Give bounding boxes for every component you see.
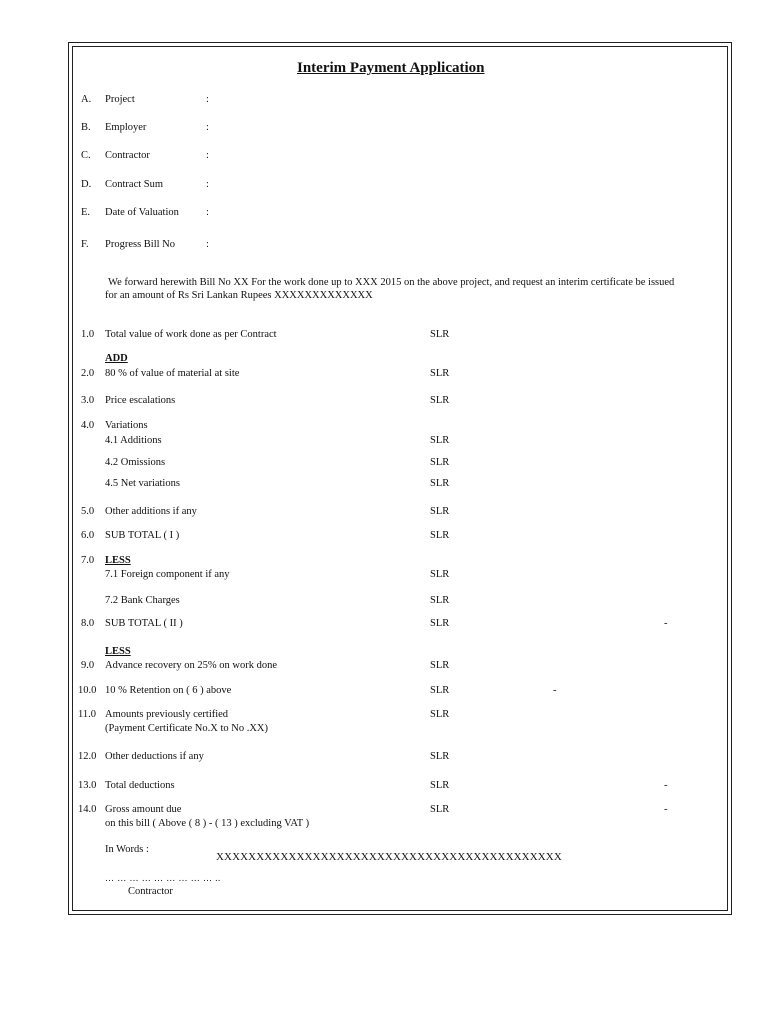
currency-label: SLR	[430, 530, 450, 541]
field-colon: :	[206, 150, 209, 161]
item-label: 80 % of value of material at site	[105, 368, 240, 379]
field-colon: :	[206, 239, 209, 250]
section-heading-less: LESS	[105, 555, 131, 566]
item-label: Other deductions if any	[105, 751, 204, 762]
currency-label: SLR	[430, 395, 450, 406]
item-label: 10 % Retention on ( 6 ) above	[105, 685, 232, 696]
item-label: Total deductions	[105, 780, 175, 791]
item-number: 1.0	[81, 329, 95, 340]
item-number: 8.0	[81, 618, 95, 629]
field-letter-a: A.	[81, 94, 92, 105]
item-label: 7.1 Foreign component if any	[105, 569, 230, 580]
field-letter-b: B.	[81, 122, 91, 133]
item-label: Total value of work done as per Contract	[105, 329, 277, 340]
item-label: Price escalations	[105, 395, 176, 406]
section-heading-add: ADD	[105, 353, 128, 364]
amount-dash: -	[664, 618, 668, 629]
amount-dash: -	[664, 804, 668, 815]
intro-line-1: We forward herewith Bill No XX For the work done up to XXX 2015 on the above project, and request an interim certificate be issued	[108, 277, 675, 288]
item-number: 6.0	[81, 530, 95, 541]
field-label-project: Project	[105, 94, 135, 105]
field-letter-f: F.	[81, 239, 89, 250]
item-label: 7.2 Bank Charges	[105, 595, 180, 606]
item-label: Variations	[105, 420, 148, 431]
currency-label: SLR	[430, 595, 450, 606]
currency-label: SLR	[430, 685, 450, 696]
currency-label: SLR	[430, 751, 450, 762]
currency-label: SLR	[430, 368, 450, 379]
item-label: 4.5 Net variations	[105, 478, 180, 489]
item-number: 5.0	[81, 506, 95, 517]
item-number: 11.0	[78, 709, 96, 720]
field-label-progress-bill-no: Progress Bill No	[105, 239, 176, 250]
field-colon: :	[206, 207, 209, 218]
item-number: 10.0	[78, 685, 97, 696]
currency-label: SLR	[430, 569, 450, 580]
field-label-contract-sum: Contract Sum	[105, 179, 164, 190]
item-number: 13.0	[78, 780, 97, 791]
currency-label: SLR	[430, 457, 450, 468]
currency-label: SLR	[430, 435, 450, 446]
field-letter-e: E.	[81, 207, 91, 218]
item-label: 4.1 Additions	[105, 435, 162, 446]
in-words-value: XXXXXXXXXXXXXXXXXXXXXXXXXXXXXXXXXXXXXXXXXXX	[216, 851, 562, 863]
intro-line-2: for an amount of Rs Sri Lankan Rupees XXXXXXXXXXXXX	[105, 290, 373, 301]
item-number: 7.0	[81, 555, 95, 566]
item-number: 4.0	[81, 420, 95, 431]
section-heading-less: LESS	[105, 646, 131, 657]
field-label-contractor: Contractor	[105, 150, 150, 161]
currency-label: SLR	[430, 329, 450, 340]
currency-label: SLR	[430, 780, 450, 791]
item-number: 3.0	[81, 395, 95, 406]
item-label: 4.2 Omissions	[105, 457, 166, 468]
item-label: Advance recovery on 25% on work done	[105, 660, 278, 671]
field-label-employer: Employer	[105, 122, 147, 133]
item-label: Amounts previously certified	[105, 709, 229, 720]
item-number: 14.0	[78, 804, 97, 815]
signature-line: … … … … … … … … … ..	[105, 873, 221, 883]
item-label: SUB TOTAL ( I )	[105, 530, 180, 541]
item-label: Gross amount due	[105, 804, 182, 815]
item-label-secondary: (Payment Certificate No.X to No .XX)	[105, 723, 269, 734]
item-number: 2.0	[81, 368, 95, 379]
field-colon: :	[206, 179, 209, 190]
amount-dash: -	[664, 780, 668, 791]
page-title: Interim Payment Application	[297, 60, 485, 76]
field-colon: :	[206, 122, 209, 133]
currency-label: SLR	[430, 660, 450, 671]
in-words-label: In Words :	[105, 844, 149, 855]
field-letter-d: D.	[81, 179, 92, 190]
item-label: Other additions if any	[105, 506, 197, 517]
item-label-secondary: on this bill ( Above ( 8 ) - ( 13 ) excluding VAT )	[105, 818, 310, 829]
item-label: SUB TOTAL ( II )	[105, 618, 183, 629]
signature-label: Contractor	[128, 886, 173, 897]
currency-label: SLR	[430, 506, 450, 517]
item-number: 12.0	[78, 751, 97, 762]
currency-label: SLR	[430, 709, 450, 720]
field-letter-c: C.	[81, 150, 91, 161]
field-colon: :	[206, 94, 209, 105]
field-label-date-of-valuation: Date of Valuation	[105, 207, 179, 218]
currency-label: SLR	[430, 618, 450, 629]
item-number: 9.0	[81, 660, 95, 671]
amount-dash: -	[553, 685, 557, 696]
currency-label: SLR	[430, 478, 450, 489]
currency-label: SLR	[430, 804, 450, 815]
